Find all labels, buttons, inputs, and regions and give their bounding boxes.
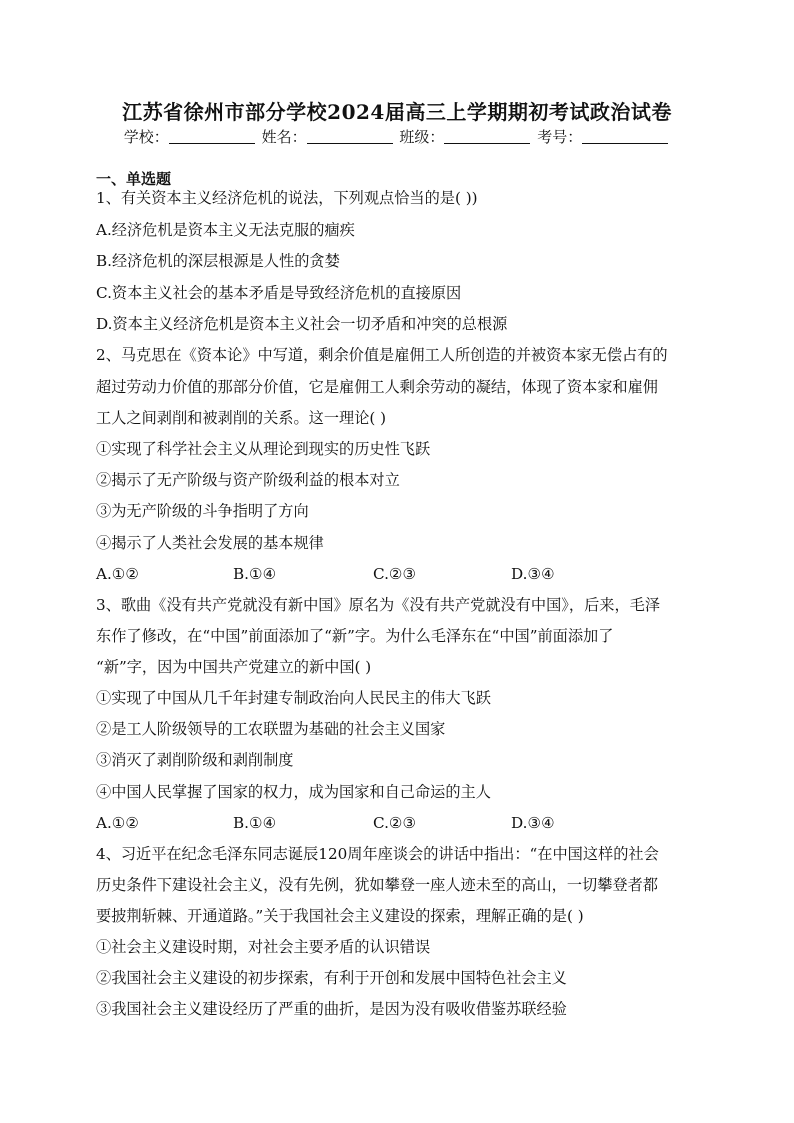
question-3-item-1: ①实现了中国从几千年封建专制政治向人民民主的伟大飞跃 (96, 689, 491, 707)
question-1-option-c: C.资本主义社会的基本矛盾是导致经济危机的直接原因 (96, 284, 462, 302)
question-3-item-3: ③消灭了剥削阶级和剥削制度 (96, 751, 294, 769)
question-1-option-a: A.经济危机是资本主义无法克服的痼疾 (96, 221, 355, 239)
question-2-stem-line-2: 超过劳动力价值的那部分价值，它是雇佣工人剩余劳动的凝结，体现了资本家和雇佣 (96, 378, 658, 396)
name-blank (307, 129, 393, 144)
question-1-option-d: D.资本主义经济危机是资本主义社会一切矛盾和冲突的总根源 (96, 315, 508, 333)
question-3-option-b: B.①④ (233, 814, 277, 832)
question-4-stem-line-3: 要披荆斩棘、开通道路。”关于我国社会主义建设的探索，理解正确的是( ) (96, 907, 584, 925)
question-2-item-1: ①实现了科学社会主义从理论到现实的历史性飞跃 (96, 440, 431, 458)
question-2-option-c: C.②③ (373, 565, 417, 583)
question-1-option-b: B.经济危机的深层根源是人性的贪婪 (96, 252, 340, 270)
question-3-option-a: A.①② (96, 814, 140, 832)
question-2-stem-line-1: 2、马克思在《资本论》中写道，剩余价值是雇佣工人所创造的并被资本家无偿占有的 (96, 346, 668, 364)
question-2-item-3: ③为无产阶级的斗争指明了方向 (96, 502, 309, 520)
exam-number-label: 考号： (537, 128, 583, 146)
question-3-option-c: C.②③ (373, 814, 417, 832)
name-label: 姓名： (261, 128, 307, 146)
question-2-option-d: D.③④ (511, 565, 555, 583)
class-label: 班级： (399, 128, 445, 146)
question-3-item-4: ④中国人民掌握了国家的权力，成为国家和自己命运的主人 (96, 783, 491, 801)
section-heading: 一、单选题 (96, 170, 172, 188)
question-4-item-2: ②我国社会主义建设的初步探索，有利于开创和发展中国特色社会主义 (96, 969, 567, 987)
question-4-item-1: ①社会主义建设时期，对社会主要矛盾的认识错误 (96, 938, 431, 956)
question-4-stem-line-2: 历史条件下建设社会主义，没有先例，犹如攀登一座人迹未至的高山，一切攀登者都 (96, 876, 658, 894)
question-2-option-a: A.①② (96, 565, 140, 583)
exam-number-blank (582, 129, 668, 144)
school-label: 学校： (123, 128, 169, 146)
question-3-stem-line-1: 3、歌曲《没有共产党就没有新中国》原名为《没有共产党就没有中国》，后来，毛泽 (96, 596, 661, 614)
question-2-item-2: ②揭示了无产阶级与资产阶级利益的根本对立 (96, 471, 400, 489)
school-blank (169, 129, 255, 144)
student-info-row (0, 126, 794, 147)
question-2-option-b: B.①④ (233, 565, 277, 583)
question-3-option-d: D.③④ (511, 814, 555, 832)
question-4-stem-line-1: 4、习近平在纪念毛泽东同志诞辰120周年座谈会的讲话中指出：“在中国这样的社会 (96, 845, 659, 863)
class-blank (444, 129, 530, 144)
question-4-item-3: ③我国社会主义建设经历了严重的曲折，是因为没有吸收借鉴苏联经验 (96, 1000, 567, 1018)
question-2-stem-line-3: 工人之间剥削和被剥削的关系。这一理论( ) (96, 409, 387, 427)
question-1-stem: 1、有关资本主义经济危机的说法，下列观点恰当的是( )) (96, 189, 478, 207)
question-3-stem-line-3: “新”字，因为中国共产党建立的新中国( ) (96, 658, 372, 676)
exam-title: 江苏省徐州市部分学校2024届高三上学期期初考试政治试卷 (122, 100, 672, 124)
question-2-item-4: ④揭示了人类社会发展的基本规律 (96, 534, 324, 552)
question-3-stem-line-2: 东作了修改，在“中国”前面添加了“新”字。为什么毛泽东在“中国”前面添加了 (96, 627, 614, 645)
question-3-item-2: ②是工人阶级领导的工农联盟为基础的社会主义国家 (96, 720, 446, 738)
